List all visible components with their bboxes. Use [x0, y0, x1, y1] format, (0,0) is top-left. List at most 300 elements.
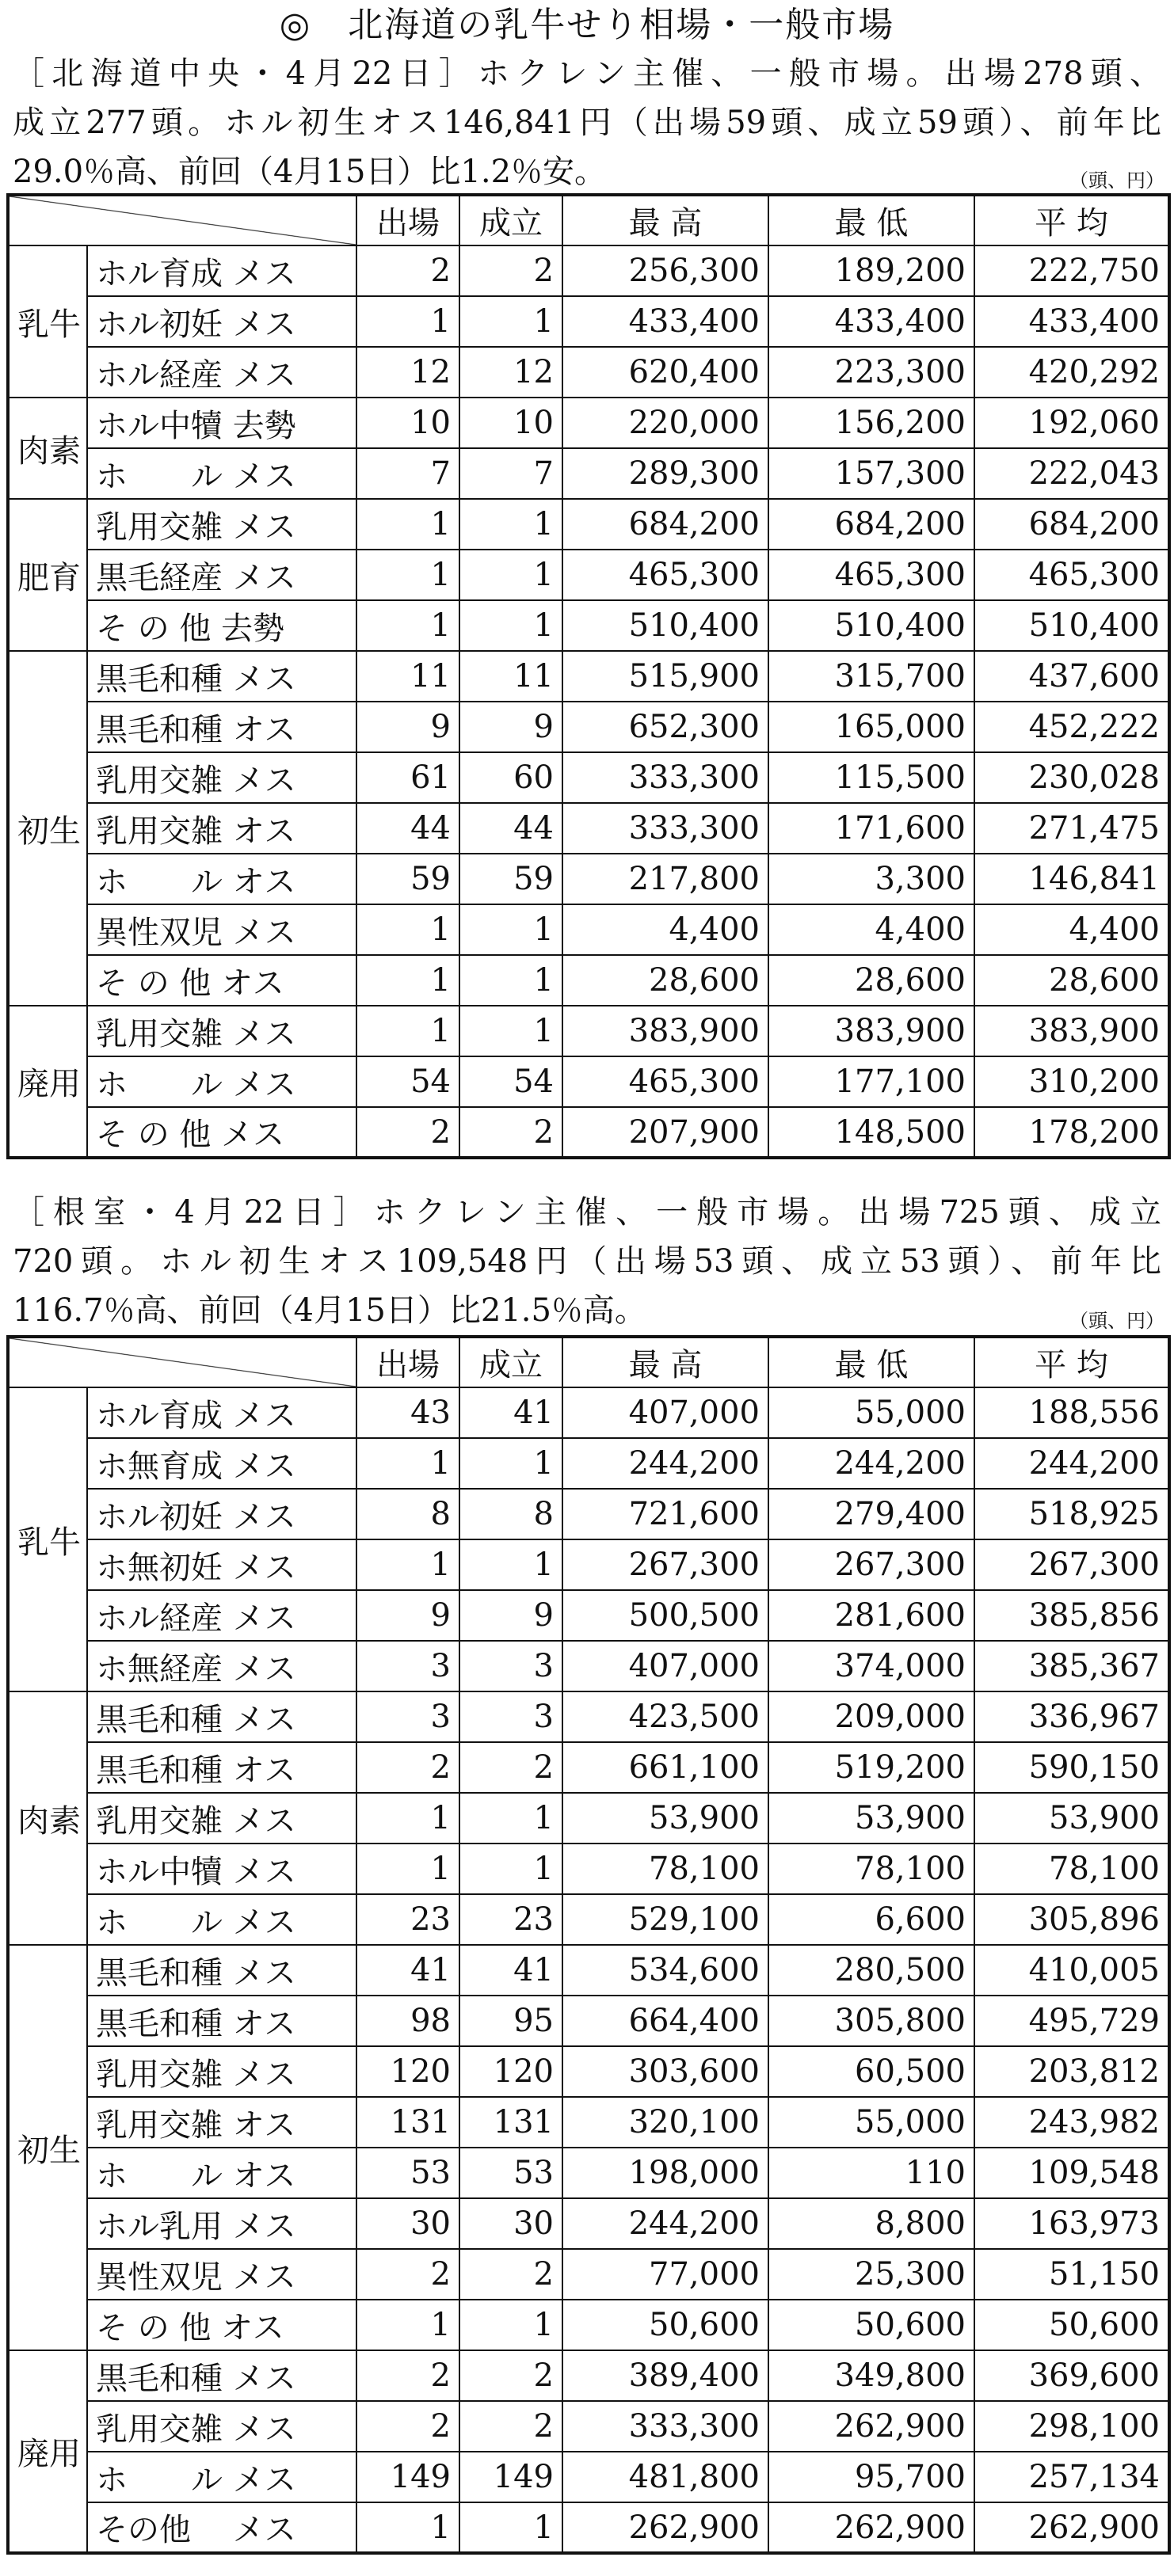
table-row — [8, 752, 1169, 803]
value-cell: 664,400 — [562, 1996, 768, 2046]
row-label: ホ ル メス — [87, 2452, 356, 2502]
table-row — [8, 1438, 1169, 1489]
value-cell: 28,600 — [974, 955, 1169, 1006]
value-cell: 433,400 — [768, 296, 974, 347]
value-cell: 28,600 — [562, 955, 768, 1006]
column-header: 出場 — [356, 195, 459, 245]
value-cell: 131 — [459, 2097, 562, 2148]
value-cell: 519,200 — [768, 1742, 974, 1793]
value-cell: 220,000 — [562, 398, 768, 448]
header-corner-cell — [8, 195, 356, 245]
value-cell: 222,043 — [974, 448, 1169, 499]
value-cell: 53 — [356, 2148, 459, 2198]
value-cell: 1 — [459, 1006, 562, 1056]
value-cell: 120 — [356, 2046, 459, 2097]
value-cell: 289,300 — [562, 448, 768, 499]
value-cell: 1 — [459, 550, 562, 600]
value-cell: 4,400 — [768, 904, 974, 955]
section2-unit-label: （頭、円） — [1069, 1310, 1164, 1332]
value-cell: 203,812 — [974, 2046, 1169, 2097]
value-cell: 510,400 — [768, 600, 974, 651]
row-label: ホル育成 メス — [87, 245, 356, 296]
value-cell: 1 — [356, 955, 459, 1006]
row-label: ホ無初妊 メス — [87, 1539, 356, 1590]
row-label: 黒毛和種 メス — [87, 2350, 356, 2401]
value-cell: 2 — [356, 2249, 459, 2300]
table-row — [8, 955, 1169, 1006]
value-cell: 510,400 — [974, 600, 1169, 651]
table-row — [8, 448, 1169, 499]
value-cell: 149 — [459, 2452, 562, 2502]
table-header-row — [8, 1337, 1169, 1387]
value-cell: 1 — [356, 499, 459, 550]
table-row — [8, 904, 1169, 955]
value-cell: 149 — [356, 2452, 459, 2502]
value-cell: 163,973 — [974, 2198, 1169, 2249]
value-cell: 2 — [459, 1742, 562, 1793]
value-cell: 1 — [459, 499, 562, 550]
value-cell: 2 — [459, 2401, 562, 2452]
group-label: 乳牛 — [8, 1387, 87, 1691]
value-cell: 192,060 — [974, 398, 1169, 448]
table-row — [8, 1844, 1169, 1894]
value-cell: 43 — [356, 1387, 459, 1438]
value-cell: 515,900 — [562, 651, 768, 702]
table-row — [8, 1945, 1169, 1996]
column-header: 最 低 — [768, 195, 974, 245]
value-cell: 110 — [768, 2148, 974, 2198]
row-label: 黒毛和種 オス — [87, 702, 356, 752]
row-label: そ の 他 オス — [87, 955, 356, 1006]
table-row — [8, 2198, 1169, 2249]
group-label: 乳牛 — [8, 245, 87, 398]
table-row — [8, 2249, 1169, 2300]
table-row — [8, 1742, 1169, 1793]
value-cell: 165,000 — [768, 702, 974, 752]
value-cell: 109,548 — [974, 2148, 1169, 2198]
value-cell: 1 — [356, 1793, 459, 1844]
value-cell: 256,300 — [562, 245, 768, 296]
value-cell: 3 — [459, 1641, 562, 1691]
table-row — [8, 1894, 1169, 1945]
row-label: 黒毛和種 オス — [87, 1742, 356, 1793]
section1-summary-line: ［北海道中央・4月22日］ホクレン主催、一般市場。出場278頭、 — [13, 55, 1161, 92]
value-cell: 50,600 — [974, 2300, 1169, 2350]
value-cell: 369,600 — [974, 2350, 1169, 2401]
value-cell: 51,150 — [974, 2249, 1169, 2300]
row-label: ホ ル メス — [87, 1894, 356, 1945]
value-cell: 10 — [356, 398, 459, 448]
value-cell: 262,900 — [974, 2502, 1169, 2553]
value-cell: 7 — [459, 448, 562, 499]
value-cell: 310,200 — [974, 1056, 1169, 1107]
value-cell: 244,200 — [974, 1438, 1169, 1489]
value-cell: 60 — [459, 752, 562, 803]
value-cell: 1 — [356, 904, 459, 955]
value-cell: 120 — [459, 2046, 562, 2097]
value-cell: 209,000 — [768, 1691, 974, 1742]
value-cell: 230,028 — [974, 752, 1169, 803]
value-cell: 407,000 — [562, 1641, 768, 1691]
value-cell: 1 — [356, 2300, 459, 2350]
value-cell: 1 — [459, 2502, 562, 2553]
value-cell: 652,300 — [562, 702, 768, 752]
table-row — [8, 1387, 1169, 1438]
value-cell: 279,400 — [768, 1489, 974, 1539]
group-label: 初生 — [8, 1945, 87, 2350]
value-cell: 385,856 — [974, 1590, 1169, 1641]
row-label: 乳用交雑 メス — [87, 1793, 356, 1844]
group-label: 肉素 — [8, 398, 87, 499]
value-cell: 510,400 — [562, 600, 768, 651]
value-cell: 1 — [459, 1844, 562, 1894]
value-cell: 684,200 — [562, 499, 768, 550]
row-label: ホル経産 メス — [87, 1590, 356, 1641]
column-header: 出場 — [356, 1337, 459, 1387]
group-label: 初生 — [8, 651, 87, 1006]
value-cell: 156,200 — [768, 398, 974, 448]
value-cell: 336,967 — [974, 1691, 1169, 1742]
value-cell: 465,300 — [768, 550, 974, 600]
value-cell: 465,300 — [562, 1056, 768, 1107]
value-cell: 1 — [356, 1438, 459, 1489]
value-cell: 2 — [459, 2249, 562, 2300]
value-cell: 25,300 — [768, 2249, 974, 2300]
value-cell: 244,200 — [562, 2198, 768, 2249]
value-cell: 23 — [356, 1894, 459, 1945]
value-cell: 267,300 — [768, 1539, 974, 1590]
value-cell: 433,400 — [562, 296, 768, 347]
value-cell: 10 — [459, 398, 562, 448]
group-label: 肉素 — [8, 1691, 87, 1945]
value-cell: 1 — [459, 600, 562, 651]
value-cell: 495,729 — [974, 1996, 1169, 2046]
row-label: 異性双児 メス — [87, 904, 356, 955]
value-cell: 2 — [459, 245, 562, 296]
row-label: ホ ル オス — [87, 854, 356, 904]
value-cell: 177,100 — [768, 1056, 974, 1107]
table-row — [8, 1641, 1169, 1691]
row-label: 黒毛経産 メス — [87, 550, 356, 600]
table-row — [8, 600, 1169, 651]
value-cell: 50,600 — [562, 2300, 768, 2350]
section2-summary — [13, 1188, 1161, 1335]
row-label: そ の 他 メス — [87, 1107, 356, 1158]
row-label: 乳用交雑 メス — [87, 2401, 356, 2452]
section1-summary-line: 成立277頭。ホル初生オス146,841円（出場59頭、成立59頭）、前年比 — [13, 105, 1161, 141]
value-cell: 98 — [356, 1996, 459, 2046]
section1-summary — [13, 49, 1161, 196]
row-label: ホル経産 メス — [87, 347, 356, 398]
value-cell: 131 — [356, 2097, 459, 2148]
value-cell: 2 — [356, 245, 459, 296]
value-cell: 41 — [356, 1945, 459, 1996]
value-cell: 171,600 — [768, 803, 974, 854]
value-cell: 8 — [459, 1489, 562, 1539]
table-row — [8, 499, 1169, 550]
table-row — [8, 398, 1169, 448]
value-cell: 2 — [356, 2401, 459, 2452]
value-cell: 244,200 — [768, 1438, 974, 1489]
value-cell: 30 — [459, 2198, 562, 2249]
table-row — [8, 2148, 1169, 2198]
value-cell: 298,100 — [974, 2401, 1169, 2452]
row-label: ホ ル メス — [87, 448, 356, 499]
value-cell: 59 — [459, 854, 562, 904]
table-row — [8, 1996, 1169, 2046]
table-row — [8, 550, 1169, 600]
value-cell: 59 — [356, 854, 459, 904]
value-cell: 207,900 — [562, 1107, 768, 1158]
table-row — [8, 2097, 1169, 2148]
value-cell: 244,200 — [562, 1438, 768, 1489]
section2-summary-line: 720頭。ホル初生オス109,548円（出場53頭、成立53頭）、前年比 — [13, 1243, 1161, 1280]
table-row — [8, 803, 1169, 854]
value-cell: 661,100 — [562, 1742, 768, 1793]
value-cell: 518,925 — [974, 1489, 1169, 1539]
value-cell: 1 — [356, 2502, 459, 2553]
value-cell: 157,300 — [768, 448, 974, 499]
table-row — [8, 1793, 1169, 1844]
row-label: ホル育成 メス — [87, 1387, 356, 1438]
value-cell: 1 — [356, 600, 459, 651]
table-row — [8, 296, 1169, 347]
value-cell: 11 — [356, 651, 459, 702]
table-row — [8, 854, 1169, 904]
value-cell: 383,900 — [974, 1006, 1169, 1056]
section2-summary-line: 116.7％高、前回（4月15日）比21.5％高。 — [13, 1292, 646, 1329]
column-header: 最 低 — [768, 1337, 974, 1387]
value-cell: 433,400 — [974, 296, 1169, 347]
table-row — [8, 1590, 1169, 1641]
value-cell: 222,750 — [974, 245, 1169, 296]
value-cell: 333,300 — [562, 752, 768, 803]
value-cell: 1 — [459, 1438, 562, 1489]
value-cell: 534,600 — [562, 1945, 768, 1996]
value-cell: 178,200 — [974, 1107, 1169, 1158]
value-cell: 481,800 — [562, 2452, 768, 2502]
value-cell: 146,841 — [974, 854, 1169, 904]
value-cell: 55,000 — [768, 1387, 974, 1438]
table-row — [8, 651, 1169, 702]
value-cell: 3 — [356, 1641, 459, 1691]
value-cell: 55,000 — [768, 2097, 974, 2148]
value-cell: 30 — [356, 2198, 459, 2249]
value-cell: 1 — [459, 955, 562, 1006]
value-cell: 9 — [356, 702, 459, 752]
row-label: その他 メス — [87, 2502, 356, 2553]
value-cell: 12 — [459, 347, 562, 398]
table-row — [8, 2350, 1169, 2401]
table-row — [8, 1107, 1169, 1158]
value-cell: 620,400 — [562, 347, 768, 398]
value-cell: 23 — [459, 1894, 562, 1945]
table-row — [8, 702, 1169, 752]
value-cell: 262,900 — [768, 2401, 974, 2452]
column-header: 成立 — [459, 195, 562, 245]
value-cell: 188,556 — [974, 1387, 1169, 1438]
column-header: 平 均 — [974, 1337, 1169, 1387]
group-label: 肥育 — [8, 499, 87, 651]
value-cell: 50,600 — [768, 2300, 974, 2350]
value-cell: 1 — [459, 1793, 562, 1844]
value-cell: 2 — [459, 2350, 562, 2401]
page-title: ◎ 北海道の乳牛せり相場・一般市場 — [279, 5, 895, 45]
column-header: 平 均 — [974, 195, 1169, 245]
value-cell: 54 — [356, 1056, 459, 1107]
value-cell: 3 — [459, 1691, 562, 1742]
table-row — [8, 2401, 1169, 2452]
value-cell: 500,500 — [562, 1590, 768, 1641]
row-label: ホ ル オス — [87, 2148, 356, 2198]
value-cell: 383,900 — [562, 1006, 768, 1056]
row-label: 黒毛和種 メス — [87, 1691, 356, 1742]
table-row — [8, 1489, 1169, 1539]
value-cell: 198,000 — [562, 2148, 768, 2198]
value-cell: 267,300 — [562, 1539, 768, 1590]
value-cell: 7 — [356, 448, 459, 499]
value-cell: 189,200 — [768, 245, 974, 296]
group-label: 廃用 — [8, 1006, 87, 1158]
value-cell: 407,000 — [562, 1387, 768, 1438]
value-cell: 78,100 — [768, 1844, 974, 1894]
value-cell: 78,100 — [562, 1844, 768, 1894]
value-cell: 437,600 — [974, 651, 1169, 702]
table-row — [8, 2502, 1169, 2553]
value-cell: 423,500 — [562, 1691, 768, 1742]
value-cell: 2 — [356, 1742, 459, 1793]
value-cell: 6,600 — [768, 1894, 974, 1945]
value-cell: 8,800 — [768, 2198, 974, 2249]
value-cell: 420,292 — [974, 347, 1169, 398]
value-cell: 1 — [356, 550, 459, 600]
value-cell: 95,700 — [768, 2452, 974, 2502]
value-cell: 95 — [459, 1996, 562, 2046]
value-cell: 320,100 — [562, 2097, 768, 2148]
section1-summary-line: 29.0％高、前回（4月15日）比1.2％安。 — [13, 154, 607, 190]
value-cell: 2 — [356, 1107, 459, 1158]
value-cell: 280,500 — [768, 1945, 974, 1996]
section2-price-table — [6, 1335, 1171, 2555]
table-row — [8, 245, 1169, 296]
value-cell: 8 — [356, 1489, 459, 1539]
value-cell: 465,300 — [974, 550, 1169, 600]
row-label: 乳用交雑 オス — [87, 2097, 356, 2148]
row-label: ホル乳用 メス — [87, 2198, 356, 2249]
value-cell: 217,800 — [562, 854, 768, 904]
row-label: ホ ル メス — [87, 1056, 356, 1107]
value-cell: 2 — [459, 1107, 562, 1158]
value-cell: 11 — [459, 651, 562, 702]
value-cell: 28,600 — [768, 955, 974, 1006]
table-row — [8, 1056, 1169, 1107]
value-cell: 44 — [356, 803, 459, 854]
column-header: 最 高 — [562, 1337, 768, 1387]
value-cell: 465,300 — [562, 550, 768, 600]
row-label: ホル中犢 去勢 — [87, 398, 356, 448]
value-cell: 4,400 — [974, 904, 1169, 955]
row-label: 乳用交雑 オス — [87, 803, 356, 854]
value-cell: 410,005 — [974, 1945, 1169, 1996]
value-cell: 61 — [356, 752, 459, 803]
value-cell: 257,134 — [974, 2452, 1169, 2502]
row-label: 乳用交雑 メス — [87, 1006, 356, 1056]
value-cell: 305,896 — [974, 1894, 1169, 1945]
value-cell: 78,100 — [974, 1844, 1169, 1894]
value-cell: 262,900 — [768, 2502, 974, 2553]
table-row — [8, 2452, 1169, 2502]
row-label: そ の 他 去勢 — [87, 600, 356, 651]
value-cell: 1 — [356, 1844, 459, 1894]
value-cell: 267,300 — [974, 1539, 1169, 1590]
value-cell: 383,900 — [768, 1006, 974, 1056]
value-cell: 262,900 — [562, 2502, 768, 2553]
value-cell: 53,900 — [562, 1793, 768, 1844]
row-label: ホル初妊 メス — [87, 296, 356, 347]
row-label: 乳用交雑 メス — [87, 752, 356, 803]
value-cell: 53 — [459, 2148, 562, 2198]
value-cell: 9 — [459, 702, 562, 752]
value-cell: 9 — [356, 1590, 459, 1641]
value-cell: 315,700 — [768, 651, 974, 702]
column-header: 最 高 — [562, 195, 768, 245]
value-cell: 333,300 — [562, 2401, 768, 2452]
header-corner-cell — [8, 1337, 356, 1387]
value-cell: 1 — [459, 1539, 562, 1590]
row-label: 乳用交雑 メス — [87, 2046, 356, 2097]
value-cell: 1 — [356, 1539, 459, 1590]
value-cell: 684,200 — [974, 499, 1169, 550]
value-cell: 223,300 — [768, 347, 974, 398]
value-cell: 2 — [356, 2350, 459, 2401]
row-label: 乳用交雑 メス — [87, 499, 356, 550]
value-cell: 305,800 — [768, 1996, 974, 2046]
value-cell: 41 — [459, 1945, 562, 1996]
row-label: 黒毛和種 オス — [87, 1996, 356, 2046]
table-row — [8, 2046, 1169, 2097]
section1-price-table — [6, 193, 1171, 1159]
row-label: 黒毛和種 メス — [87, 651, 356, 702]
value-cell: 1 — [459, 904, 562, 955]
value-cell: 44 — [459, 803, 562, 854]
value-cell: 3,300 — [768, 854, 974, 904]
table-row — [8, 1691, 1169, 1742]
value-cell: 349,800 — [768, 2350, 974, 2401]
row-label: ホル中犢 メス — [87, 1844, 356, 1894]
row-label: ホル初妊 メス — [87, 1489, 356, 1539]
value-cell: 53,900 — [768, 1793, 974, 1844]
value-cell: 1 — [459, 296, 562, 347]
value-cell: 590,150 — [974, 1742, 1169, 1793]
value-cell: 12 — [356, 347, 459, 398]
value-cell: 389,400 — [562, 2350, 768, 2401]
value-cell: 4,400 — [562, 904, 768, 955]
value-cell: 77,000 — [562, 2249, 768, 2300]
table-header-row — [8, 195, 1169, 245]
row-label: ホ無経産 メス — [87, 1641, 356, 1691]
value-cell: 53,900 — [974, 1793, 1169, 1844]
value-cell: 374,000 — [768, 1641, 974, 1691]
column-header: 成立 — [459, 1337, 562, 1387]
row-label: そ の 他 オス — [87, 2300, 356, 2350]
value-cell: 9 — [459, 1590, 562, 1641]
row-label: ホ無育成 メス — [87, 1438, 356, 1489]
table-row — [8, 347, 1169, 398]
value-cell: 1 — [459, 2300, 562, 2350]
value-cell: 60,500 — [768, 2046, 974, 2097]
value-cell: 271,475 — [974, 803, 1169, 854]
section2-summary-line: ［根室・4月22日］ホクレン主催、一般市場。出場725頭、成立 — [13, 1194, 1161, 1231]
